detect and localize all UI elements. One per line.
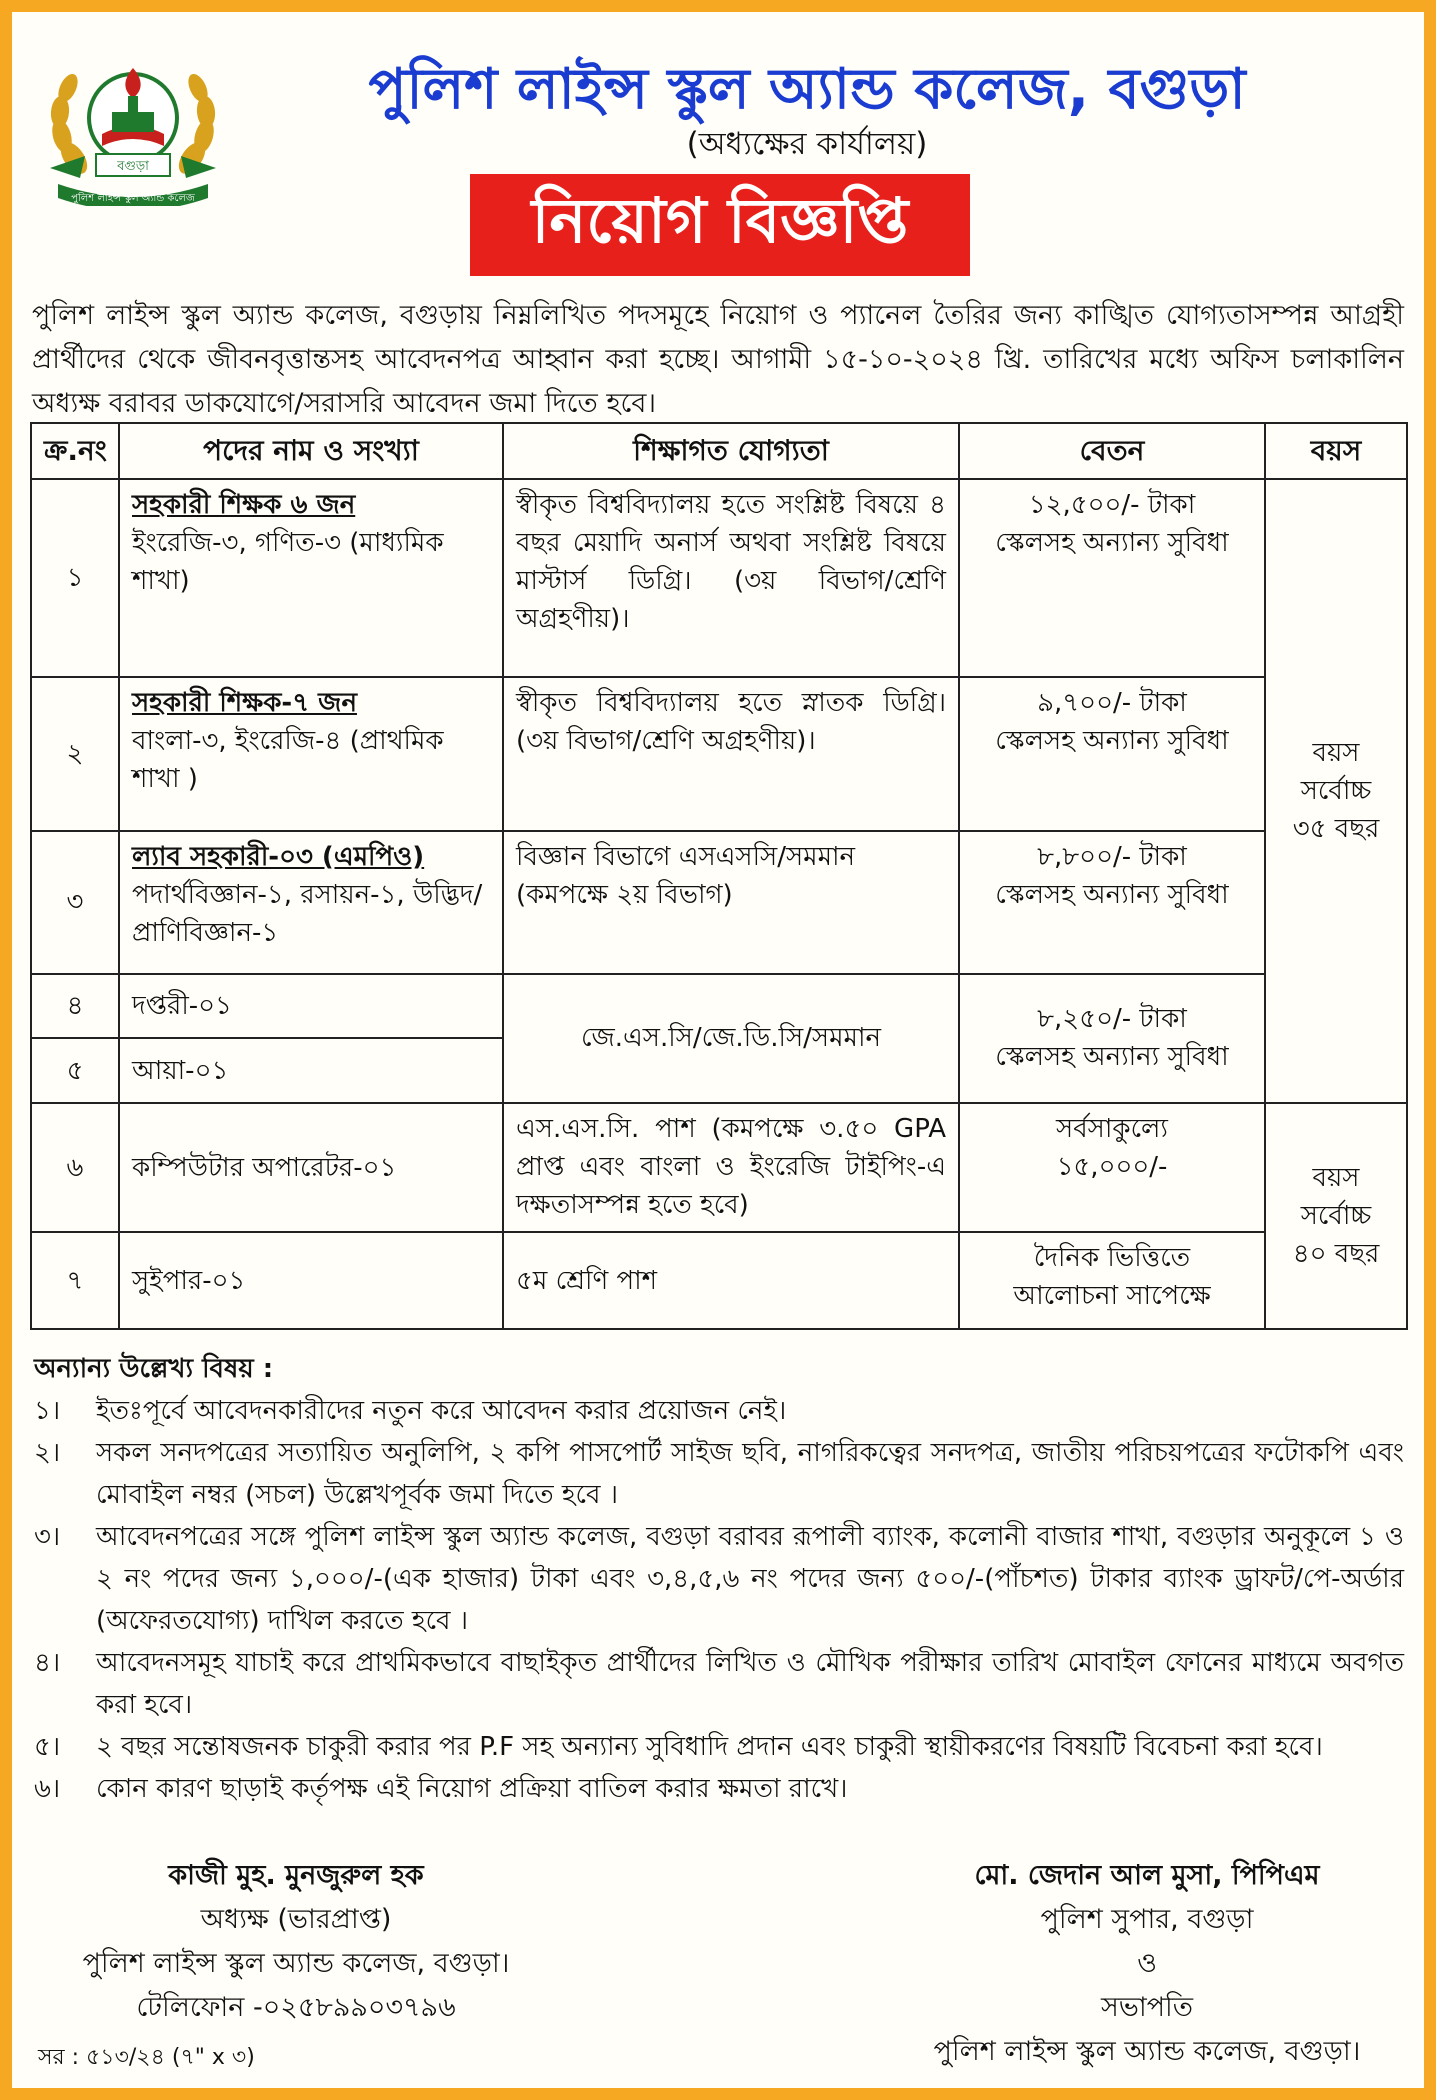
age-limit-35 bbox=[1265, 479, 1407, 1102]
row-salary bbox=[959, 1232, 1265, 1329]
row-post bbox=[119, 479, 503, 677]
list-item bbox=[34, 1432, 1404, 1516]
row-post: সুইপার-০১ bbox=[119, 1232, 503, 1329]
table-row bbox=[31, 974, 1407, 1039]
table-row bbox=[31, 479, 1407, 677]
signatory-name: কাজী মুহ. মুনজুরুল হক bbox=[168, 1860, 424, 1891]
header-post: পদের নাম ও সংখ্যা bbox=[119, 423, 503, 479]
row-post bbox=[119, 831, 503, 974]
row-qualification: ৫ম শ্রেণি পাশ bbox=[503, 1232, 959, 1329]
item-number: ৫। bbox=[34, 1732, 61, 1762]
age-label: বয়স bbox=[1312, 738, 1360, 769]
table-row bbox=[31, 677, 1407, 830]
post-detail: বাংলা-৩, ইংরেজি-৪ (প্রাথমিক শাখা ) bbox=[132, 726, 444, 795]
post-detail: পদার্থবিজ্ঞান-১, রসায়ন-১, উদ্ভিদ/প্রাণিবিজ্ঞান-১ bbox=[132, 879, 483, 948]
age-max-label: সর্বোচ্চ bbox=[1300, 776, 1372, 807]
list-item bbox=[34, 1516, 1404, 1642]
office-subtitle: (অধ্যক্ষের কার্যালয়) bbox=[686, 126, 928, 162]
item-text: আবেদনপত্রের সঙ্গে পুলিশ লাইন্স স্কুল অ্যান্ড কলেজ, বগুড়া বরাবর রূপালী ব্যাংক, কলোনী বাজার শাখা, বগুড়ার অনুকূলে ১ ও ২ নং পদের জন্য ১,০০০/-(এক হাজার) টাকা এবং ৩,৪,৫,৬ নং পদের জন্য ৫০০/-(পাঁচশত) টাকার ব্যাংক ড্রাফট/পে-অর্ডার (অফেরতযোগ্য) দাখিল করতে হবে । bbox=[96, 1522, 1404, 1636]
row-qualification: জে.এস.সি/জে.ডি.সি/সমমান bbox=[503, 974, 959, 1103]
salary-amount: দৈনিক ভিত্তিতে bbox=[1033, 1243, 1191, 1274]
post-title: সহকারী শিক্ষক-৭ জন bbox=[132, 688, 357, 719]
header-qualification: শিক্ষাগত যোগ্যতা bbox=[503, 423, 959, 479]
signatory-title: অধ্যক্ষ (ভারপ্রাপ্ত) bbox=[200, 1904, 392, 1935]
row-serial: ৬ bbox=[31, 1103, 119, 1232]
row-qualification: বিজ্ঞান বিভাগে এসএসসি/সমমান (কমপক্ষে ২য় বিভাগ) bbox=[503, 831, 959, 974]
reference-code: সর : ৫১৩/২৪ (৭" x ৩) bbox=[38, 2045, 255, 2070]
table-row bbox=[31, 831, 1407, 974]
logo-ribbon-text: বগুড়া bbox=[117, 159, 149, 174]
salary-amount: ৮,২৫০/- টাকা bbox=[1037, 1004, 1187, 1035]
signatory-and: ও bbox=[1137, 1948, 1157, 1979]
signature-chairman bbox=[882, 1854, 1412, 2074]
signatory-title: পুলিশ সুপার, বগুড়া bbox=[1040, 1904, 1254, 1935]
item-number: ৪। bbox=[34, 1648, 61, 1678]
signatory-org: পুলিশ লাইন্স স্কুল অ্যান্ড কলেজ, বগুড়া। bbox=[933, 2036, 1361, 2067]
post-title: সহকারী শিক্ষক ৬ জন bbox=[132, 490, 356, 521]
row-salary bbox=[959, 479, 1265, 677]
salary-note: ১৫,০০০/- bbox=[1056, 1151, 1168, 1182]
row-salary bbox=[959, 974, 1265, 1103]
item-text: ২ বছর সন্তোষজনক চাকুরী করার পর P.F সহ অন্যান্য সুবিধাদি প্রদান এবং চাকুরী স্থায়ীকরণের বিষয়টি বিবেচনা করা হবে। bbox=[96, 1732, 1323, 1762]
other-notes bbox=[34, 1348, 1404, 1810]
salary-amount: ৮,৮০০/- টাকা bbox=[1037, 841, 1187, 872]
row-salary bbox=[959, 1103, 1265, 1232]
item-number: ৬। bbox=[34, 1774, 61, 1804]
salary-amount: ১২,৫০০/- টাকা bbox=[1028, 490, 1196, 521]
signature-principal bbox=[36, 1854, 556, 2030]
header-serial: ক্র.নং bbox=[31, 423, 119, 479]
post-title: ল্যাব সহকারী-০৩ (এমপিও) bbox=[132, 841, 425, 872]
row-serial: ৩ bbox=[31, 831, 119, 974]
row-serial: ১ bbox=[31, 479, 119, 677]
row-serial: ৪ bbox=[31, 974, 119, 1039]
item-text: সকল সনদপত্রের সত্যায়িত অনুলিপি, ২ কপি পাসপোর্ট সাইজ ছবি, নাগরিকত্বের সনদপত্র, জাতীয় পরিচয়পত্রের ফটোকপি এবং মোবাইল নম্বর (সচল) উল্লেখপূর্বক জমা দিতে হবে । bbox=[96, 1438, 1404, 1510]
row-serial: ২ bbox=[31, 677, 119, 830]
signatory-phone: টেলিফোন -০২৫৮৯৯০৩৭৯৬ bbox=[136, 1992, 456, 2023]
logo-bottom-text: পুলিশ লাইন্স স্কুল অ্যান্ড কলেজ bbox=[71, 193, 195, 204]
row-qualification: এস.এস.সি. পাশ (কমপক্ষে ৩.৫০ GPA প্রাপ্ত এবং বাংলা ও ইংরেজি টাইপিং-এ দক্ষতাসম্পন্ন হতে হবে) bbox=[503, 1103, 959, 1232]
school-name: পুলিশ লাইন্স স্কুল অ্যান্ড কলেজ, বগুড়া bbox=[368, 57, 1246, 122]
salary-note: স্কেলসহ অন্যান্য সুবিধা bbox=[995, 1042, 1229, 1073]
salary-amount: সর্বসাকুল্যে bbox=[1056, 1113, 1168, 1144]
age-value: ৪০ বছর bbox=[1292, 1238, 1380, 1269]
row-post: কম্পিউটার অপারেটর-০১ bbox=[119, 1103, 503, 1232]
posts-table bbox=[30, 422, 1408, 1330]
item-text: আবেদনসমূহ যাচাই করে প্রাথমিকভাবে বাছাইকৃত প্রার্থীদের লিখিত ও মৌখিক পরীক্ষার তারিখ মোবাইল ফোনের মাধ্যমে অবগত করা হবে। bbox=[96, 1648, 1404, 1720]
school-crest-logo bbox=[40, 38, 226, 206]
item-text: কোন কারণ ছাড়াই কর্তৃপক্ষ এই নিয়োগ প্রক্রিয়া বাতিল করার ক্ষমতা রাখে। bbox=[96, 1774, 848, 1804]
list-item bbox=[34, 1768, 1404, 1810]
list-item bbox=[34, 1642, 1404, 1726]
age-value: ৩৫ বছর bbox=[1292, 814, 1380, 845]
list-item bbox=[34, 1726, 1404, 1768]
row-salary bbox=[959, 677, 1265, 830]
signatory-name: মো. জেদান আল মুসা, পিপিএম bbox=[974, 1860, 1320, 1891]
table-header-row bbox=[31, 423, 1407, 479]
salary-amount: ৯,৭০০/- টাকা bbox=[1037, 688, 1187, 719]
item-number: ২। bbox=[34, 1438, 61, 1468]
list-item bbox=[34, 1390, 1404, 1432]
item-number: ৩। bbox=[34, 1522, 61, 1552]
age-max-label: সর্বোচ্চ bbox=[1300, 1200, 1372, 1231]
age-limit-40 bbox=[1265, 1103, 1407, 1329]
row-serial: ৫ bbox=[31, 1038, 119, 1103]
salary-note: স্কেলসহ অন্যান্য সুবিধা bbox=[995, 879, 1229, 910]
salary-note: স্কেলসহ অন্যান্য সুবিধা bbox=[995, 528, 1229, 559]
row-post bbox=[119, 677, 503, 830]
header-age: বয়স bbox=[1265, 423, 1407, 479]
header-salary: বেতন bbox=[959, 423, 1265, 479]
item-text: ইতঃপূর্বে আবেদনকারীদের নতুন করে আবেদন করার প্রয়োজন নেই। bbox=[96, 1396, 787, 1426]
row-qualification: স্বীকৃত বিশ্ববিদ্যালয় হতে স্নাতক ডিগ্রি। (৩য় বিভাগ/শ্রেণি অগ্রহণীয়)। bbox=[503, 677, 959, 830]
intro-paragraph: পুলিশ লাইন্স স্কুল অ্যান্ড কলেজ, বগুড়ায় নিম্নলিখিত পদসমূহে নিয়োগ ও প্যানেল তৈরির জন্য কাঙ্খিত যোগ্যতাসম্পন্ন আগ্রহী প্রার্থীদের থেকে জীবনবৃত্তান্তসহ আবেদনপত্র আহ্বান করা হচ্ছে। আগামী ১৫-১০-২০২৪ খ্রি. তারিখের মধ্যে অফিস চলাকালিন অধ্যক্ষ বরাবর ডাকযোগে/সরাসরি আবেদন জমা দিতে হবে। bbox=[32, 300, 1404, 419]
signatory-role: সভাপতি bbox=[1100, 1992, 1194, 2023]
row-serial: ৭ bbox=[31, 1232, 119, 1329]
table-row bbox=[31, 1103, 1407, 1232]
salary-note: স্কেলসহ অন্যান্য সুবিধা bbox=[995, 726, 1229, 757]
row-post: দপ্তরী-০১ bbox=[119, 974, 503, 1039]
notice-sheet bbox=[12, 12, 1424, 2088]
signatory-org: পুলিশ লাইন্স স্কুল অ্যান্ড কলেজ, বগুড়া। bbox=[82, 1948, 510, 1979]
table-row bbox=[31, 1232, 1407, 1329]
row-salary bbox=[959, 831, 1265, 974]
post-detail: ইংরেজি-৩, গণিত-৩ (মাধ্যমিক শাখা) bbox=[132, 528, 444, 597]
row-qualification: স্বীকৃত বিশ্ববিদ্যালয় হতে সংশ্লিষ্ট বিষয়ে ৪ বছর মেয়াদি অনার্স অথবা সংশ্লিষ্ট বিষয়ে মাস্টার্স ডিগ্রি। (৩য় বিভাগ/শ্রেণি অগ্রহণীয়)। bbox=[503, 479, 959, 677]
salary-note: আলোচনা সাপেক্ষে bbox=[1013, 1281, 1211, 1312]
age-label: বয়স bbox=[1312, 1162, 1360, 1193]
other-notes-heading: অন্যান্য উল্লেখ্য বিষয় : bbox=[34, 1354, 274, 1384]
row-post: আয়া-০১ bbox=[119, 1038, 503, 1103]
item-number: ১। bbox=[34, 1396, 61, 1426]
notice-title-banner: নিয়োগ বিজ্ঞপ্তি bbox=[470, 174, 970, 276]
